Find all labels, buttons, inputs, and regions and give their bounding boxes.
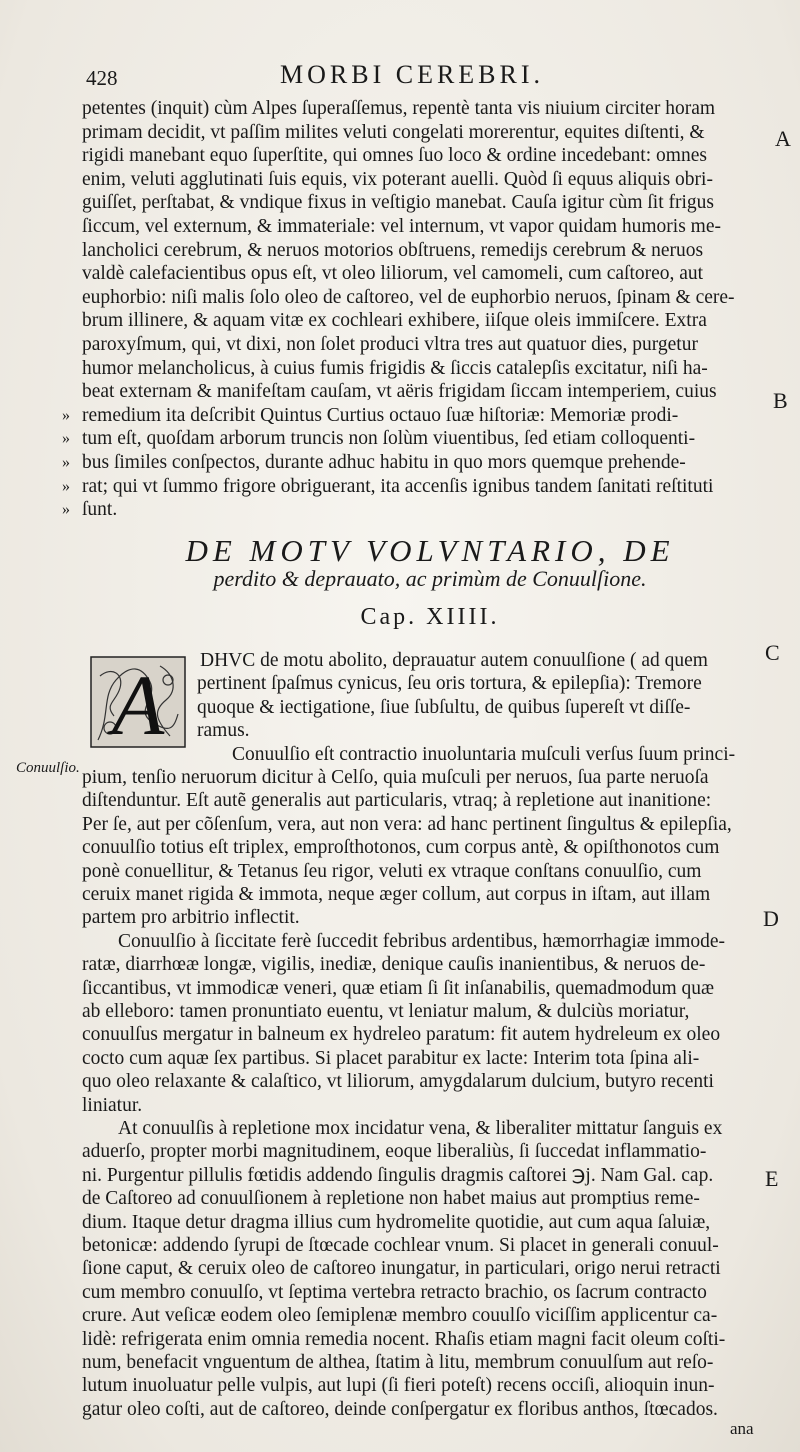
text-line: ratæ, diarrhœæ longæ, vigilis, inediæ, denique cauſis inanientibus, & neruos de-: [82, 954, 706, 976]
text-line: ceruix manet rigida & immota, neque æger collum, aut corpus in iſtam, aut illam: [82, 884, 711, 905]
text-line: ſione caput, & ceruix oleo de caſtoreo inungatur, in particulari, origo nerui retracti: [82, 1258, 721, 1280]
decorated-initial: [90, 656, 186, 748]
text-line: ni. Purgentur pillulis fœtidis addendo ſingulis dragmis caſtorei ℈j. Nam Gal. cap.: [82, 1164, 714, 1186]
text-line: conuulſus mergatur in balneum ex hydreleo paratum: fit autem hydreleum ex oleo: [82, 1024, 721, 1046]
text-line: enim, veluti agglutinati ſuis equis, vix poterant auelli. Quòd ſi equus aliquis obri-: [82, 168, 713, 190]
quote-mark: »: [62, 501, 70, 519]
chapter-heading: Cap. XIIII.: [360, 604, 500, 630]
text-line: Conuulſio eſt contractio inuoluntaria muſculi verſus ſuum princi-: [232, 743, 736, 765]
text-line: cocto cum aquæ ſex partibus. Si placet parabitur ex lacte: Interim tota ſpina ali-: [82, 1047, 700, 1069]
text-line: euphorbio: niſi malis ſolo oleo de caſtoreo, vel de euphorbio neruos, ſpinam & cere-: [82, 286, 735, 308]
text-line: tum eſt, quoſdam arborum truncis non ſolùm viuentibus, ſed etiam colloquenti-: [82, 428, 696, 450]
text-line: liniatur.: [82, 1094, 143, 1116]
text-line: paroxyſmum, qui, vt dixi, non ſolet produci vltra tres aut quatuor dies, purgetur: [82, 334, 698, 355]
text-line: rigidi manebant equo ſuperſtite, qui omnes ſuo loco & ordine incedebant: omnes: [82, 145, 707, 167]
text-line: humor melancholicus, à cuius fumis frigidis & ſiccis catalepſis excitatur, niſi ha-: [82, 357, 708, 379]
section-title-line1: DE MOTV VOLVNTARIO, DE: [185, 533, 675, 568]
quote-mark: »: [62, 454, 70, 471]
text-line: Per ſe, aut per cõſenſum, vera, aut non vera: ad hanc pertinent ſingultus & epilepſia,: [82, 813, 732, 835]
text-line: ponè conuellitur, & Tetanus ſeu rigor, veluti ex vtraque conſtans conuulſio, cum: [82, 860, 702, 882]
text-line: beat externam & manifeſtam cauſam, vt aëris frigidam ſiccam intemperiem, cuius: [82, 381, 717, 403]
text-line: diſtenduntur. Eſt autẽ generalis aut particularis, vtraq; à repletione aut inanitione:: [82, 790, 712, 812]
text-line: ſiccantibus, vt immodicæ veneri, quæ etiam ſi ſit inſanabilis, quemadmodum quæ: [82, 977, 715, 999]
text-line: quoque & iectigatione, ſiue ſubſultu, de quibus ſupereſt vt diſſe-: [197, 696, 691, 718]
page-header: [80, 60, 780, 94]
text-line: pium, tenſio neruorum dicitur à Celſo, quia muſculi per neruos, ſua parte neruoſa: [82, 767, 709, 788]
text-line: bus ſimiles conſpectos, durante adhuc habitu in quo mors quemque prehende-: [82, 452, 686, 473]
text-line: ramus.: [197, 720, 250, 742]
quote-mark: »: [62, 430, 70, 448]
margin-letter-e: E: [765, 1166, 779, 1191]
margin-letter-c: C: [765, 640, 780, 665]
quote-mark: »: [62, 477, 70, 495]
text-line: cum membro conuulſo, vt ſeptima vertebra retracto brachio, os ſacrum contracto: [82, 1281, 707, 1303]
margin-letter-b: B: [773, 388, 788, 413]
text-line: num, benefacit vnguentum de althea, ſtatim à litu, membrum conuulſum aut reſo-: [82, 1352, 714, 1373]
margin-letter-a: A: [775, 126, 791, 151]
running-title: MORBI CEREBRI.: [280, 60, 545, 89]
text-line: guiſſet, perſtabat, & vndique fixus in veſtigio manebat. Cauſa igitur cùm ſit frigus: [82, 192, 714, 214]
text-line: petentes (inquit) cùm Alpes ſuperaſſemus, repentè tanta vis niuium circiter horam: [82, 98, 716, 119]
quote-mark: »: [62, 406, 70, 424]
text-line: remedium ita deſcribit Quintus Curtius octauo ſuæ hiſtoriæ: Memoriæ prodi-: [82, 404, 679, 426]
text-line: At conuulſis à repletione mox incidatur vena, & liberaliter mittatur ſanguis ex: [118, 1118, 723, 1139]
margin-letter-d: D: [763, 906, 779, 931]
text-line: aduerſo, propter morbi magnitudinem, eoque liberaliùs, ſi ſuccedat inflammatio-: [82, 1141, 707, 1163]
text-line: ſunt.: [82, 499, 118, 521]
initial-letter: A: [111, 657, 165, 748]
text-line: de Caſtoreo ad conuulſionem à repletione non habet maius aut promptius reme-: [82, 1188, 700, 1210]
text-line: ab elleboro: tamen pronuntiato euentu, vt leniatur malum, & dulciùs moriatur,: [82, 1001, 690, 1022]
text-line: Conuulſio à ſiccitate ferè ſuccedit febribus ardentibus, hæmorrhagiæ immode-: [118, 930, 726, 952]
text-line: lidè: refrigerata enim omnia remedia nocent. Rhaſis etiam magni facit oleum coſti-: [82, 1328, 726, 1350]
text-line: primam decidit, vt paſſim milites veluti congelati morerentur, equites diſtenti, &: [82, 121, 705, 143]
text-line: partem pro arbitrio inflectit.: [82, 907, 300, 929]
margin-note: Conuulſio.: [16, 760, 80, 776]
text-line: quo oleo relaxante & calaſtico, vt liliorum, amygdalarum dulcium, butyro recenti: [82, 1071, 714, 1093]
text-line: gatur oleo coſti, aut de caſtoreo, deinde conſpergatur ex floribus anthos, ſtœcados.: [82, 1398, 718, 1420]
text-line: dium. Itaque detur dragma illius cum hydromelite quotidie, aut cum aqua ſaluiæ,: [82, 1211, 711, 1233]
text-line: pertinent ſpaſmus cynicus, ſeu oris tortura, & epilepſia): Tremore: [197, 673, 702, 695]
section-title-line2: perdito & deprauato, ac primùm de Conuulſione.: [213, 566, 647, 591]
text-line: rat; qui vt ſummo frigore obriguerant, ita accenſis ignibus tandem ſanitati reſtituti: [82, 475, 714, 497]
text-line: ſiccum, vel externum, & immateriale: vel internum, vt vapor quidam humoris me-: [82, 216, 721, 237]
text-line: brum illinere, & aquam vitæ ex cochleari exhibere, iiſque oleis immiſcere. Extra: [82, 310, 707, 332]
text-line: betonicæ: addendo ſyrupi de ſtœcade cochlear vnum. Si placet in generali conuul-: [82, 1235, 719, 1256]
catchword: ana: [730, 1419, 754, 1438]
text-line: DHVC de motu abolito, deprauatur autem conuulſione ( ad quem: [200, 650, 708, 671]
text-line: valdè calefacientibus opus eſt, vt oleo liliorum, vel camomeli, cum caſtoreo, aut: [82, 263, 704, 285]
text-line: lancholici cerebrum, & neruos motorios obſtruens, remedijs cerebrum & neruos: [82, 239, 704, 261]
text-line: lutum inuoluatur pelle vulpis, aut lupi (ſi fieri poteſt) recens occiſi, alioquin inun-: [82, 1375, 715, 1397]
text-line: crure. Aut veſicæ eodem oleo ſemiplenæ membro couulſo viciſſim applicentur ca-: [82, 1305, 718, 1327]
text-line: conuulſio totius eſt triplex, emproſthotonos, cum corpus antè, & opiſthonotos cum: [82, 837, 720, 859]
page-number: 428: [86, 66, 118, 90]
